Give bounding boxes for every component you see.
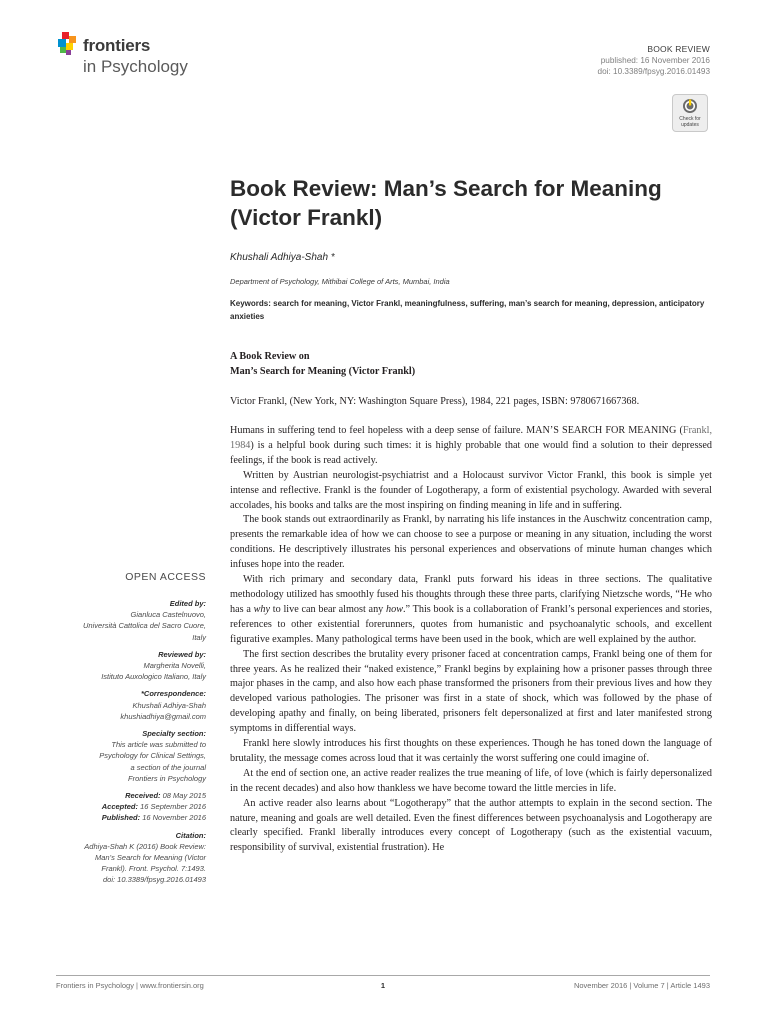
reviewer-name[interactable]: Margherita Novelli,	[143, 661, 206, 671]
keywords-label: Keywords:	[230, 299, 271, 308]
footer-journal-link[interactable]: Frontiers in Psychology | www.frontiersin.org	[56, 981, 204, 990]
paragraph: The book stands out extraordinarily as Frankl, by narrating his life instances in the Auschwitz concentration camp, presents the remarkable idea of how we can choose to see a purpose or meaning in any situation, including the worst conditions. He descriptively illustrates his personal experiences and observations of minute human changes which infuses hope into the reader.	[230, 514, 712, 571]
specialty-section: Specialty section: This article was submitted to Psychology for Clinical Settings, a section of the journal Frontiers in Psychology	[99, 729, 206, 783]
article-dates: Received: 08 May 2015 Accepted: 16 September 2016 Published: 16 November 2016	[101, 791, 206, 823]
paragraph: With rich primary and secondary data, Frankl puts forward his ideas in three sections. The qualitative methodology utilized has smoothly fused his thoughts through these three parts, clarifying Nietzsche words, “He who has a why to live can bear almost any how.” This book is a collaboration of Frankl’s personal experiences and stories, references to other existential forerunners, quotes from humanistic and psychoanalytic schools, and excellent figurative examples. Many pathological terms have been used in the book, which are well explained by the author.	[230, 574, 712, 645]
journal-logo[interactable]	[56, 32, 216, 82]
published-date: published: 16 November 2016	[600, 56, 710, 65]
article-type: BOOK REVIEW	[647, 44, 710, 54]
check-updates-icon	[682, 98, 698, 114]
paragraph: Written by Austrian neurologist-psychiatrist and a Holocaust survivor Victor Frankl, this book is simple yet intense and reflective. Frankl is the founder of Logotherapy, a form of existential psychology. Awarded with several accolades, his books and talks are the most inspiring on finding meaning in life and in suffering.	[230, 469, 712, 511]
edited-by: Edited by: Gianluca Castelnuovo, Università Cattolica del Sacro Cuore, Italy	[40, 598, 206, 643]
article-body	[230, 424, 712, 856]
review-heading: A Book Review on Man’s Search for Meaning (Victor Frankl)	[230, 351, 416, 377]
reference-link[interactable]: Frankl, 1984	[230, 425, 712, 451]
paragraph: The first section describes the brutality every prisoner faced at concentration camps, Frankl being one of them for three years. As he realized their “naked existence,” Frankl begins by explaining how a prisoner passes through three major phases in the camp, and also how each phase transformed the prisoners from their previous lives and how they developed various pathologies. The prisoner was first in a state of shock, which was followed by the phase of developing apathy and finally, on being liberated, prisoners felt depersonalized at first and later manifested strong symptoms in differential ways.	[230, 648, 712, 735]
page-number: 1	[380, 981, 386, 990]
paragraph: Frankl here slowly introduces his first thoughts on these experiences. Though he has toned down the language of brutality, the message comes across loud that it was certainly the worst suffering one could imagine of.	[230, 738, 712, 764]
correspondence-email[interactable]: khushiadhiya@gmail.com	[120, 711, 206, 721]
article-meta	[598, 44, 710, 77]
author-name[interactable]: Khushali Adhiya-Shah *	[230, 252, 335, 263]
page-footer	[56, 975, 710, 994]
citation-doi[interactable]: doi: 10.3389/fpsyg.2016.01493	[102, 875, 206, 885]
paragraph: Humans in suffering tend to feel hopeless with a deep sense of failure. MAN’S SEARCH FOR MEANING (Frankl, 1984) is a helpful book during such times: it is highly probable that one would find a solution to their depressed feelings, if the book is read actively.	[230, 425, 712, 466]
author-affiliation: Department of Psychology, Mithibai College of Arts, Mumbai, India	[230, 277, 450, 286]
keywords	[230, 297, 712, 323]
reviewed-by: Reviewed by: Margherita Novelli, Istituto Auxologico Italiano, Italy	[40, 649, 206, 683]
citation: Citation: Adhiya-Shah K (2016) Book Review: Man’s Search for Meaning (Victor Frankl). Front. Psychol. 7:1493. doi: 10.3389/fpsyg.2016.01493	[40, 830, 206, 886]
correspondence: *Correspondence: Khushali Adhiya-Shah khushiadhiya@gmail.com	[40, 688, 206, 722]
open-access-label: OPEN ACCESS	[125, 571, 206, 583]
paragraph: An active reader also learns about “Logotherapy” that the author attempts to explain in the second section. The nature, meaning and goals are well detailed. Even the finest differences between psychoanalysis and Logotherapy are clearly specified. Frankl liberally introduces every concept of Logotherapy (such as the existential vacuum, responsibility of survival, existential frustration). He	[230, 797, 712, 854]
footer-issue-info: November 2016 | Volume 7 | Article 1493	[573, 981, 710, 990]
check-updates-label: Check for updates	[679, 116, 701, 128]
frontiers-logo-icon	[56, 32, 80, 62]
logo-wordmark: frontiers	[83, 36, 151, 55]
logo-journal-name: in Psychology	[83, 57, 188, 76]
editor-name[interactable]: Gianluca Castelnuovo,	[130, 610, 206, 620]
article-title: Book Review: Man’s Search for Meaning (Victor Frankl)	[230, 176, 662, 230]
keywords-list: search for meaning, Victor Frankl, meaningfulness, suffering, man’s search for meaning, depression, anticipatory anxieties	[230, 299, 705, 321]
doi-link[interactable]: doi: 10.3389/fpsyg.2016.01493	[597, 67, 710, 76]
check-for-updates-button[interactable]	[672, 94, 708, 132]
paragraph: At the end of section one, an active reader realizes the true meaning of life, of love (which is fairly depersonalized in the recent decades) and also how thankless we have become toward the little mercies in life.	[230, 767, 712, 794]
book-citation: Victor Frankl, (New York, NY: Washington Square Press), 1984, 221 pages, ISBN: 9780671667368.	[230, 396, 640, 407]
article-info-sidebar	[40, 598, 206, 892]
